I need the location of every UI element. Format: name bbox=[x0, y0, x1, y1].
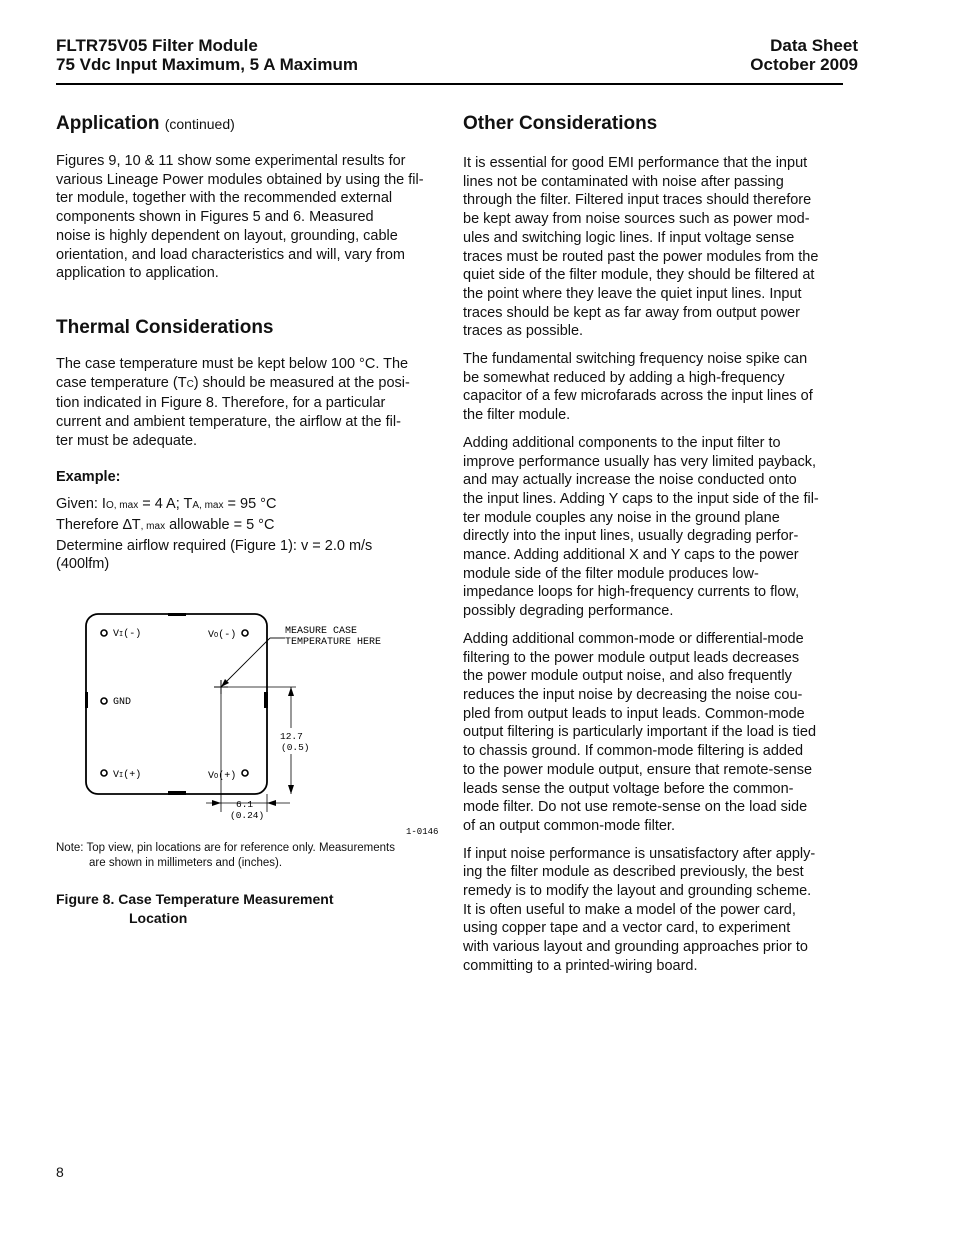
left-tab bbox=[85, 692, 88, 708]
paragraph: The fundamental switching frequency noise spike can be somewhat reduced by adding a high-frequency capacitor of a few microfarads across the input lines of the filter module. bbox=[463, 351, 813, 424]
continued-label: (continued) bbox=[164, 116, 235, 132]
bottom-tab bbox=[168, 791, 186, 795]
thermal-paragraph: The case temperature must be kept below 100 °C. The case temperature (TC) should be measured at the posi- tion indicated in Figure 8. Therefore, for a particular current and ambient temperature, the airflow at the fil- ter must be adequate. bbox=[56, 355, 410, 449]
figure-id: 1-0146 bbox=[406, 827, 439, 837]
thermal-heading: Thermal Considerations bbox=[56, 316, 274, 338]
callout-text-2: TEMPERATURE HERE bbox=[285, 637, 382, 648]
right-tab bbox=[264, 692, 268, 708]
pin-gnd-label: GND bbox=[113, 697, 132, 708]
example-label: Example: bbox=[56, 469, 121, 486]
paragraph: Adding additional common-mode or differential-mode filtering to the power module output leads decreases the power module output noise, and also frequently reduces the input noise by decreasing the noise cou- pled from output leads to input leads. Common-mode output filtering is particularly important if the load is tied to chassis ground. If common-mode filtering is added to the power module output, ensure that remote-sense leads sense the output voltage before the common- mode filter. Do not use remote-sense on the load side of an output common-mode filter. bbox=[463, 630, 817, 834]
pin-vi-plus-label: VI(+) bbox=[113, 770, 142, 781]
figure-caption: Figure 8. Case Temperature Measurement Location bbox=[56, 891, 334, 926]
pin-gnd bbox=[101, 698, 107, 704]
paragraph: If input noise performance is unsatisfactory after apply- ing the filter module as described previously, the best remedy is to modify the layout and grounding scheme. It is often useful to make a model of the power card, using copper tape and a vector card, to experiment with various layout and grounding approaches prior to committing to a printed-wiring board. bbox=[463, 845, 816, 974]
dim-v-in: (0.5) bbox=[281, 742, 310, 753]
doc-date: October 2009 bbox=[750, 55, 858, 74]
title-line-1: FLTR75V05 Filter Module bbox=[56, 36, 258, 55]
document-title bbox=[56, 36, 358, 74]
dim-v-arrow-top bbox=[288, 687, 294, 696]
document-meta bbox=[750, 36, 858, 74]
dim-v-arrow-bottom bbox=[288, 785, 294, 794]
application-heading: Application (continued) bbox=[56, 113, 235, 134]
pin-vi-minus-label: VI(-) bbox=[113, 629, 142, 640]
pin-vi-plus bbox=[101, 770, 107, 776]
dim-h-arrow-left bbox=[212, 800, 221, 806]
top-tab bbox=[168, 613, 186, 616]
other-considerations-heading: Other Considerations bbox=[463, 113, 658, 134]
paragraph: Adding additional components to the input filter to improve performance usually has very limited payback, and may actually increase the noise conducted onto the input lines. Adding Y caps to the input side of the fil- ter module couples any noise in the ground plane directly into the input lines, usually degrading perfor- mance. Adding additional X and Y caps to the power module side of the filter module produces low- impedance loops for high-frequency currents to flow, possibly degrading performance. bbox=[463, 434, 819, 620]
application-paragraph: Figures 9, 10 & 11 show some experimental results for various Lineage Power modules obtained by using the fil- ter module, together with the recommended external components shown in Figures 5 and 6. Measured noise is highly dependent on layout, grounding, cable orientation, and load characteristics and will, vary from application to application. bbox=[56, 153, 424, 282]
dim-v-mm: 12.7 bbox=[280, 731, 303, 742]
callout-text-1: MEASURE CASE bbox=[285, 626, 358, 637]
example-therefore: Therefore ∆T, max allowable = 5 °C bbox=[56, 516, 275, 533]
example-given: Given: IO, max = 4 A; TA, max = 95 °C bbox=[56, 496, 277, 513]
paragraph: It is essential for good EMI performance that the input lines not be contaminated with noise after passing through the filter. Filtered input traces should therefore be kept away from noise sources such as power mod- ules and switching logic lines. If input voltage sense traces must be routed past the power modules from the quiet side of the filter module, they should be filtered at the point where they leave the quiet input lines. Input traces should be kept as far away from output power traces as possible. bbox=[463, 155, 819, 340]
pin-vo-minus-label: VO(-) bbox=[208, 630, 237, 641]
example-determine: Determine airflow required (Figure 1): v = 2.0 m/s (400lfm) bbox=[56, 537, 373, 573]
pin-vo-plus bbox=[242, 770, 248, 776]
right-column bbox=[463, 112, 848, 976]
title-line-2: 75 Vdc Input Maximum, 5 A Maximum bbox=[56, 55, 358, 74]
callout-leader bbox=[221, 638, 270, 687]
header-divider bbox=[56, 83, 843, 85]
pin-vo-minus bbox=[242, 630, 248, 636]
dim-h-mm: 6.1 bbox=[236, 799, 254, 810]
case-temperature-diagram bbox=[56, 600, 446, 840]
pin-vo-plus-label: VO(+) bbox=[208, 771, 237, 782]
dim-h-arrow-right bbox=[267, 800, 276, 806]
pin-vi-minus bbox=[101, 630, 107, 636]
page-number: 8 bbox=[56, 1164, 64, 1180]
doc-type: Data Sheet bbox=[770, 36, 858, 55]
left-column bbox=[56, 112, 451, 574]
figure-note: Note: Top view, pin locations are for reference only. Measurements are shown in millimeters and (inches). bbox=[56, 842, 395, 869]
dim-h-in: (0.24) bbox=[230, 810, 265, 821]
